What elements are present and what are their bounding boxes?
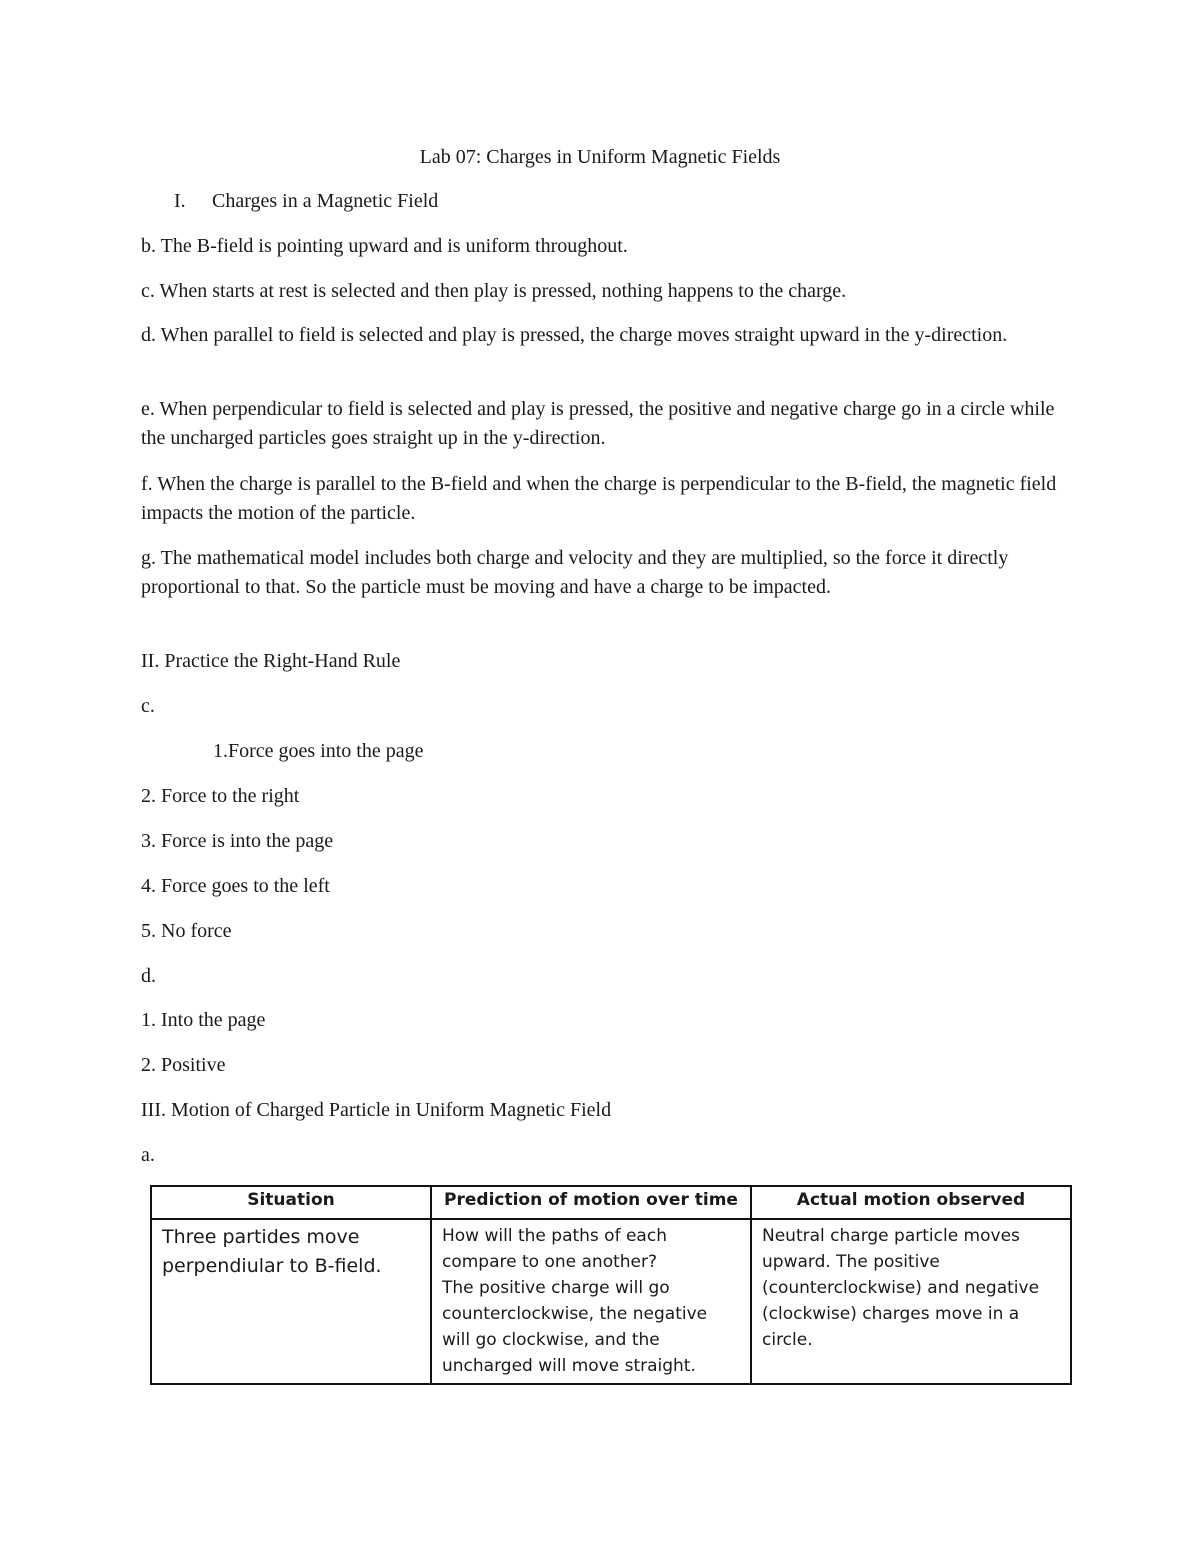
motion-table (150, 1185, 1072, 1385)
answer-2c-item: 2. Force to the right (141, 785, 300, 807)
answer-1d: d. When parallel to field is selected and play is pressed, the charge moves straight upward in the y-direction. (141, 324, 1008, 346)
table-row (151, 1219, 1071, 1384)
table-header-prediction: Prediction of motion over time (431, 1186, 751, 1219)
answer-1f: f. When the charge is parallel to the B-field and when the charge is perpendicular to the B-field, the magnetic field impacts the motion of the particle. (141, 473, 1057, 524)
situation-cell: Three partides move perpendiular to B-field. (151, 1219, 431, 1384)
answer-2c-item: 1.Force goes into the page (213, 740, 424, 762)
section-1-number: I. (174, 190, 186, 212)
answer-1b: b. The B-field is pointing upward and is uniform throughout. (141, 235, 628, 257)
answer-2d-item: 2. Positive (141, 1054, 226, 1076)
answer-1c: c. When starts at rest is selected and then play is pressed, nothing happens to the charge. (141, 280, 847, 302)
section-2-heading: II. Practice the Right-Hand Rule (141, 650, 401, 672)
prediction-answer: The positive charge will go counterclockwise, the negative will go clockwise, and the uncharged will move straight. (442, 1278, 708, 1376)
section-2d-label: d. (141, 965, 156, 987)
answer-2c-item: 5. No force (141, 920, 232, 942)
answer-2c-item: 4. Force goes to the left (141, 875, 330, 897)
prediction-cell (431, 1219, 751, 1384)
answer-1e: e. When perpendicular to field is selected and play is pressed, the positive and negative charge go in a circle while the uncharged particles goes straight up in the y-direction. (141, 398, 1055, 449)
section-2c-label: c. (141, 695, 155, 717)
answer-1g: g. The mathematical model includes both charge and velocity and they are multiplied, so the force it directly proportional to that. So the particle must be moving and have a charge to be impacted. (141, 547, 1009, 598)
section-3-heading: III. Motion of Charged Particle in Uniform Magnetic Field (141, 1099, 612, 1121)
table-header-actual: Actual motion observed (751, 1186, 1071, 1219)
actual-cell: Neutral charge particle moves upward. The positive (counterclockwise) and negative (clockwise) charges move in a circle. (751, 1219, 1071, 1384)
page-title: Lab 07: Charges in Uniform Magnetic Fields (419, 146, 781, 168)
table-header-situation: Situation (151, 1186, 431, 1219)
prediction-question: How will the paths of each compare to one another? (442, 1226, 667, 1272)
table-header-row (151, 1186, 1071, 1219)
section-3a-label: a. (141, 1144, 155, 1166)
answer-2d-item: 1. Into the page (141, 1009, 266, 1031)
section-1-heading: Charges in a Magnetic Field (212, 190, 439, 212)
answer-2c-item: 3. Force is into the page (141, 830, 334, 852)
